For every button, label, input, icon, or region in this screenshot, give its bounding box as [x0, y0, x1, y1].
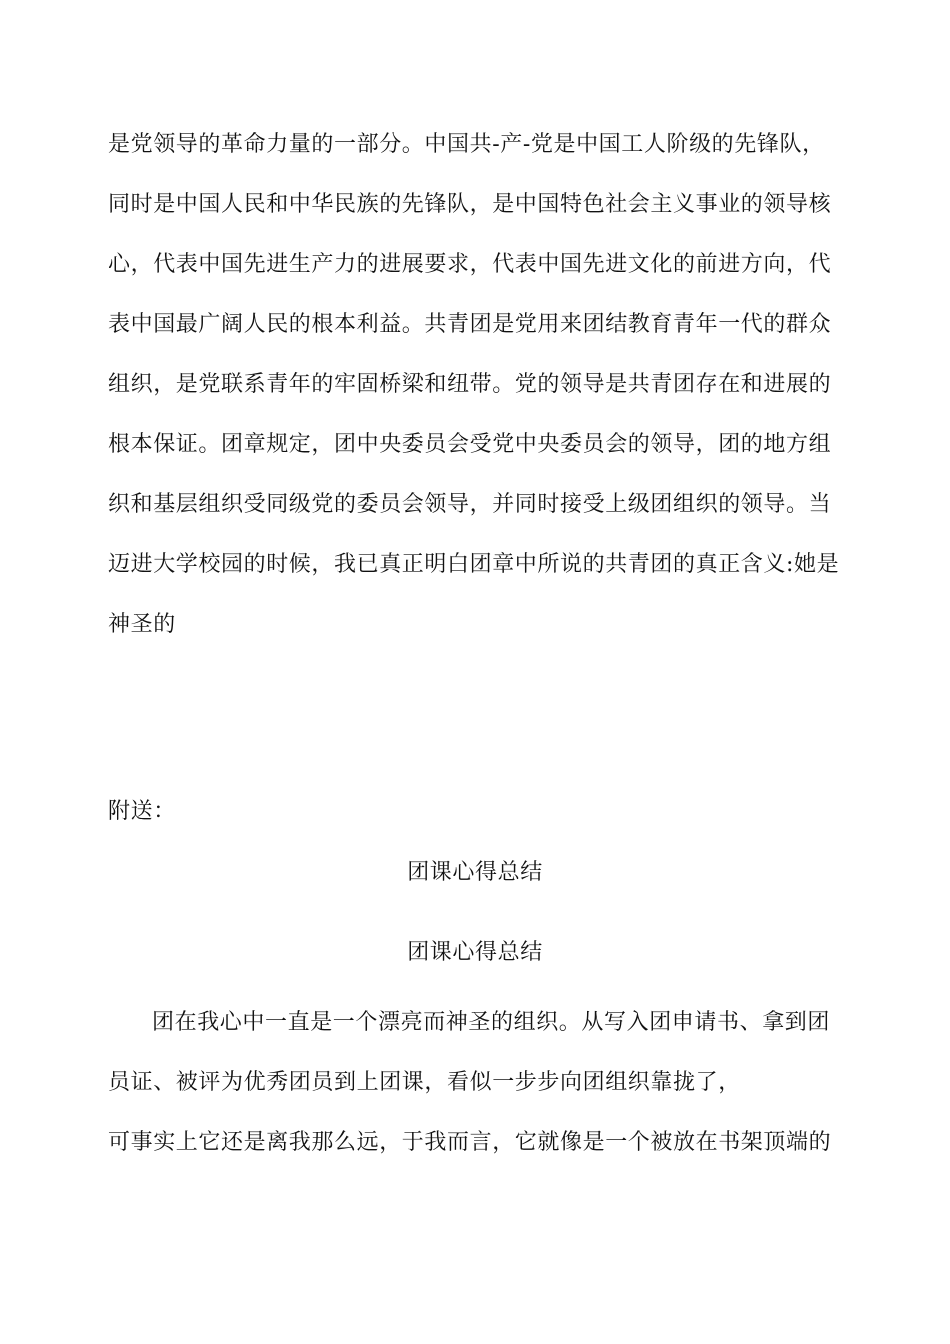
body-line: 神圣的	[108, 612, 176, 637]
body-line: 组织，是党联系青年的牢固桥梁和纽带。党的领导是共青团存在和进展的	[108, 372, 832, 397]
body-line: 根本保证。团章规定，团中央委员会受党中央委员会的领导，团的地方组	[108, 432, 832, 457]
body-line: 表中国最广阔人民的根本利益。共青团是党用来团结教育青年一代的群众	[108, 312, 832, 337]
attachment-label: 附送：	[108, 799, 176, 824]
body-line: 心，代表中国先进生产力的进展要求，代表中国先进文化的前进方向，代	[108, 252, 832, 277]
document-title: 团课心得总结	[407, 860, 543, 885]
body-line: 迈进大学校园的时候，我已真正明白团章中所说的共青团的真正含义:她是	[108, 552, 840, 577]
body-line: 同时是中国人民和中华民族的先锋队，是中国特色社会主义事业的领导核	[108, 192, 832, 217]
body-line: 织和基层组织受同级党的委员会领导，并同时接受上级团组织的领导。当	[108, 492, 832, 517]
body-line: 是党领导的革命力量的一部分。中国共-产-党是中国工人阶级的先锋队，	[108, 132, 825, 157]
paragraph-line: 员证、被评为优秀团员到上团课，看似一步步向团组织靠拢了，	[108, 1070, 741, 1095]
paragraph-line: 可事实上它还是离我那么远，于我而言，它就像是一个被放在书架顶端的	[108, 1130, 832, 1155]
document-subtitle: 团课心得总结	[407, 940, 543, 965]
paragraph-line: 团在我心中一直是一个漂亮而神圣的组织。从写入团申请书、拿到团	[152, 1010, 831, 1035]
